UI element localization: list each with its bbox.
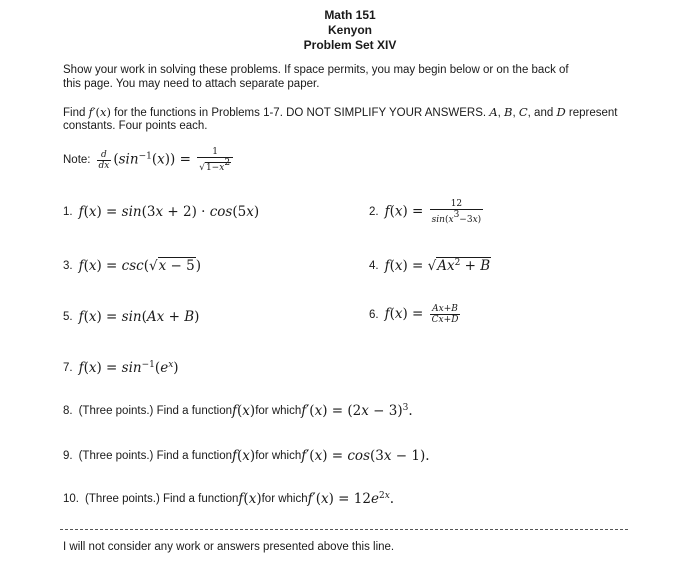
course-title: Math 151 — [324, 8, 376, 22]
problem-2: 2. f(x) = $\frac{12}{\sin(x^3-3x)}$ — [369, 199, 482, 225]
problem-10: 10. (Three points.) Find a function f(x) for which $f'(x) = 12e^{2x}$. — [63, 491, 395, 507]
footer-note: I will not consider any work or answers presented above this line. — [63, 541, 395, 553]
problem-1: 1. f(x) = sin(3x + 2) · cos(5x) — [63, 204, 260, 220]
problem-6: 6. f(x) = $\frac{Ax+B}{Cx+D}$ — [369, 304, 459, 325]
cutoff-divider — [60, 529, 628, 530]
points-instruction: constants. Four points each. — [63, 120, 208, 132]
problem-3: 3. f(x) = csc(√x − 5) — [63, 258, 201, 274]
instructions-line-1: Show your work in solving these problems. If space permits, you may begin below or on the back of — [63, 64, 569, 76]
problem-7: 7. $f(x) = \sin^{-1}(e^x)$ — [63, 360, 179, 376]
problem-5: 5. f(x) = sin(Ax + B) — [63, 309, 200, 325]
problem-8: 8. (Three points.) Find a function f(x) for which $f'(x) = (2x - 3)^3$. — [63, 403, 413, 419]
problem-9: 9. (Three points.) Find a function f(x) for which f′(x) = cos(3x − 1). — [63, 448, 430, 464]
instructor-name: Kenyon — [327, 23, 372, 37]
note-formula: Note: $\frac{d}{dx}$ $(\sin^{-1}(x))$ = $\frac{1}{√1-x^2}$ — [63, 145, 235, 175]
instructions-line-2: this page. You may need to attach separate paper. — [63, 78, 320, 90]
find-derivative-instruction: Find f′(x) for the functions in Problems 1-7. DO NOT SIMPLIFY YOUR ANSWERS. A, B, C, and D represent — [63, 105, 618, 119]
problem-set-title: Problem Set XIV — [303, 38, 397, 52]
problem-4: 4. $f(x) = √Ax^2 + B$ — [369, 258, 491, 274]
